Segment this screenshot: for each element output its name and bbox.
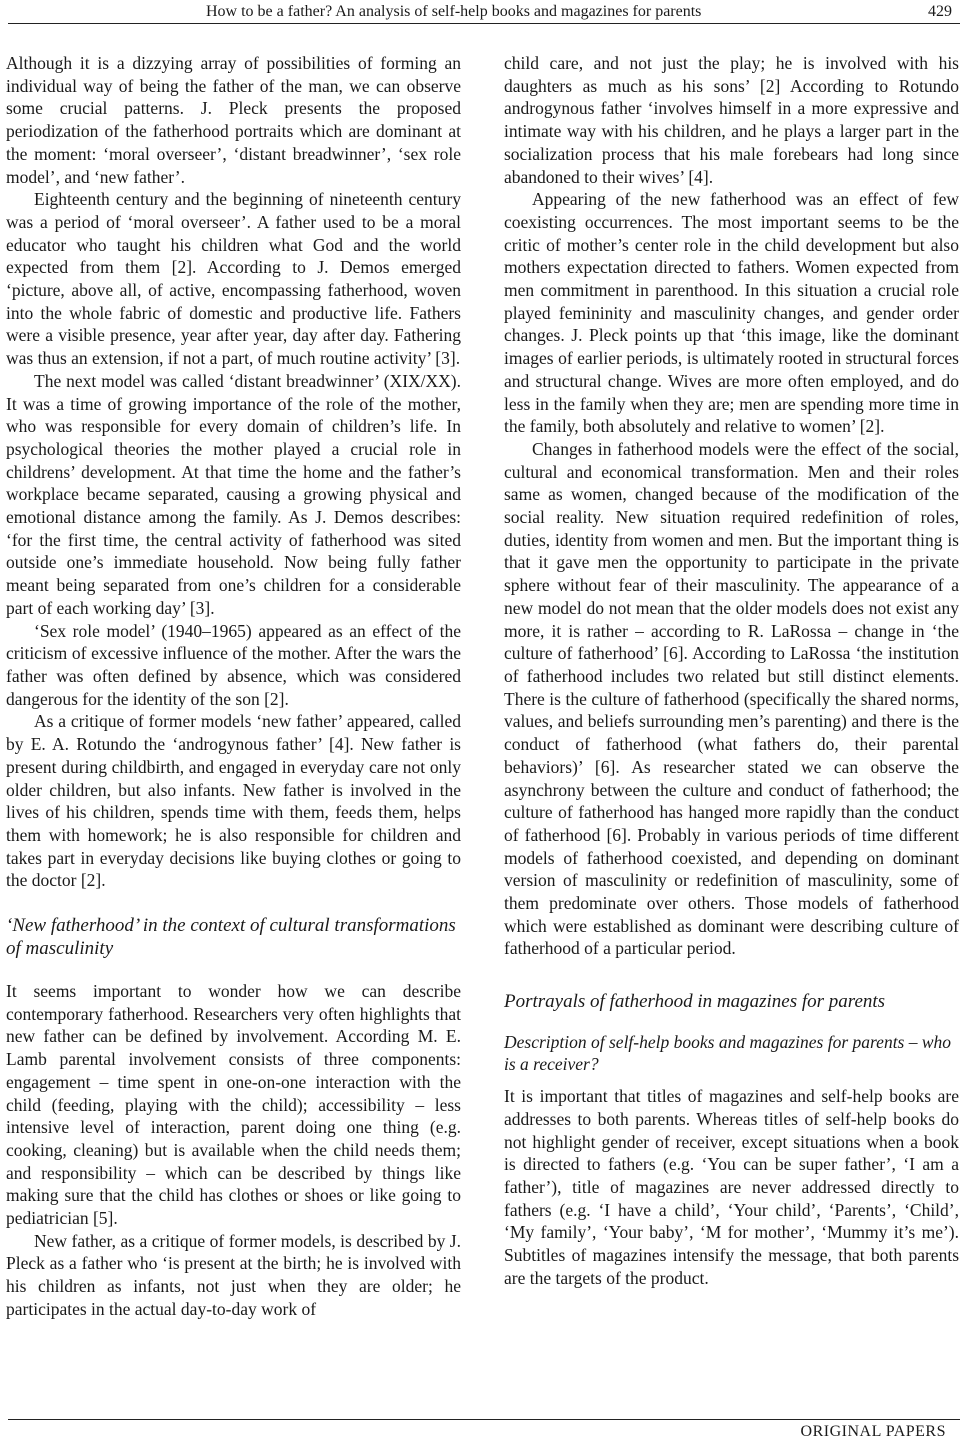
paragraph: New father, as a critique of former models, is described by J. Pleck as a father who ‘is present at the birth; he is involved with his children as infants, not just when they are older; he participates in the actual day-to-day work of <box>6 1230 461 1319</box>
paragraph: Changes in fatherhood models were the effect of the social, cultural and economical transformation. Men and their roles same as women, changed because of the modification of the social reality. New situation required redefinition of roles, duties, identity from women and men. But the important thing is that it gave men the opportunity to participate in the private sphere without fear of their masculinity. The appearance of a new model do not mean that the older models does not exist any more, it is rather – according to R. LaRossa – change in ‘the culture of fatherhood’ [6]. According to LaRossa ‘the institution of fatherhood includes two related but still distinct elements. There is the culture of fatherhood (specifically the shared norms, values, and beliefs surrounding men’s parenting) and there is the conduct of fatherhood (what fathers do, their parental behaviors)’ [6]. As researcher stated we can observe the asynchrony between the culture and conduct of fatherhood; the culture of fatherhood has hanged more rapidly than the conduct of fatherhood [6]. Probably in various periods of time different models of fatherhood coexisted, and depending on dominant version of masculinity or redefinition of masculinity, some of them predominate over others. Those models of fatherhood which were established as dominant were describing culture of fatherhood of a particular period. <box>504 438 959 959</box>
footer-label: ORIGINAL PAPERS <box>800 1423 946 1440</box>
footer-rule <box>8 1419 960 1420</box>
header-rule <box>8 23 960 24</box>
page-number: 429 <box>928 3 952 20</box>
paragraph: The next model was called ‘distant breadwinner’ (XIX/XX). It was a time of growing importance of the role of the mother, who was responsible for every domain of children’s life. In psychological theories the mother played a crucial role in childrens’ development. At that time the home and the father’s workplace became separated, causing a growing physical and emotional distance among the family. As J. Demos describes: ‘for the first time, the central activity of fatherhood was sited outside one’s immediate household. Now being fully father meant being separated from one’s children for a considerable part of each working day’ [3]. <box>6 370 461 618</box>
paragraph: Appearing of the new fatherhood was an effect of few coexisting occurrences. The most important seems to be the critic of mother’s center role in the child development but also mothers expectation directed to fathers. Women expected from men commitment in parenthood. In this situation a crucial role played femininity and masculinity changes, and gender order changes. J. Pleck points up that ‘this image, like the dominant images of earlier periods, is ultimately rooted in structural forces and structural change. Wives are more often employed, and do less in the family when they are; men are spending more time in the family, both absolutely and relative to women’ [2]. <box>504 189 959 437</box>
section-heading: Portrayals of fatherhood in magazines for parents <box>504 991 886 1013</box>
running-title: How to be a father? An analysis of self-help books and magazines for parents <box>206 3 702 20</box>
paragraph: child care, and not just the play; he is involved with his daughters as much as his sons’ [2] According to Rotundo androgynous father ‘involves himself in a more expressive and intimate way with his children, and he plays a larger part in the socialization process that his male forebears had long since abandoned to their wives’ [4]. <box>504 53 959 187</box>
paragraph: ‘Sex role model’ (1940–1965) appeared as an effect of the criticism of excessive influence of the mother. After the wars the father was often defined by absence, which was considered dangerous for the identity of the son [2]. <box>6 620 461 709</box>
paragraph: Although it is a dizzying array of possibilities of forming an individual way of being the father of the man, we can observe some crucial patterns. J. Pleck presents the proposed periodization of the fatherhood portraits which are dominant at the moment: ‘moral overseer’, ‘distant breadwinner’, ‘sex role model’, and ‘new father’. <box>6 53 461 187</box>
section-heading: ‘New fatherhood’ in the context of cultural transformations of masculinity <box>6 915 456 960</box>
right-column <box>504 52 959 1289</box>
paragraph: It is important that titles of magazines and self-help books are addresses to both parents. Whereas titles of self-help books do not highlight gender of receiver, except situations when a book is directed to fathers (e.g. ‘You can be super father’, ‘I am a father’), title of magazines are never addressed directly to fathers (e.g. ‘I have a child’, ‘Your child’, ‘Parents’, ‘Child’, ‘My family’, ‘Your baby’, ‘M for mother’, ‘Mummy it’s me’). Subtitles of magazines intensify the message, that both parents are the targets of the product. <box>504 1086 959 1288</box>
paragraph: Eighteenth century and the beginning of nineteenth century was a period of ‘moral overseer’. A father used to be a moral educator who taught his children what God and the world expected from them [2]. According to J. Demos emerged ‘picture, above all, of active, encompassing fatherhood, woven into the whole fabric of domestic and productive life. Fathers were a visible presence, year after year, day after day. Fathering was thus an extension, if not a part, of much routine activity’ [3]. <box>6 189 461 369</box>
subsection-heading: Description of self-help books and magazines for parents – who is a receiver? <box>504 1032 952 1075</box>
paragraph: It seems important to wonder how we can describe contemporary fatherhood. Researchers very often highlights that new father can be defined by involvement. According M. E. Lamb parental involvement consists of three components: engagement – time spent in one-on-one interaction with the child (feeding, playing with the child); accessibility – less intensive level of interaction, parent doing one thing (e.g. cooking, cleaning) but is available when the child needs them; and responsibility – which can be described by things like making sure that the child has clothes or shoes or like going to pediatrician [5]. <box>6 981 461 1229</box>
left-column <box>6 52 461 1321</box>
paragraph: As a critique of former models ‘new father’ appeared, called by E. A. Rotundo the ‘androgynous father’ [4]. New father is present during childbirth, and engaged in everyday care not only older children, but also infants. New father is involved in the lives of his children, spends time with them, feeds them, helps them with homework; he is also responsible for children and takes part in everyday decisions like buying clothes or going to the doctor [2]. <box>6 711 461 891</box>
running-header <box>0 0 960 22</box>
